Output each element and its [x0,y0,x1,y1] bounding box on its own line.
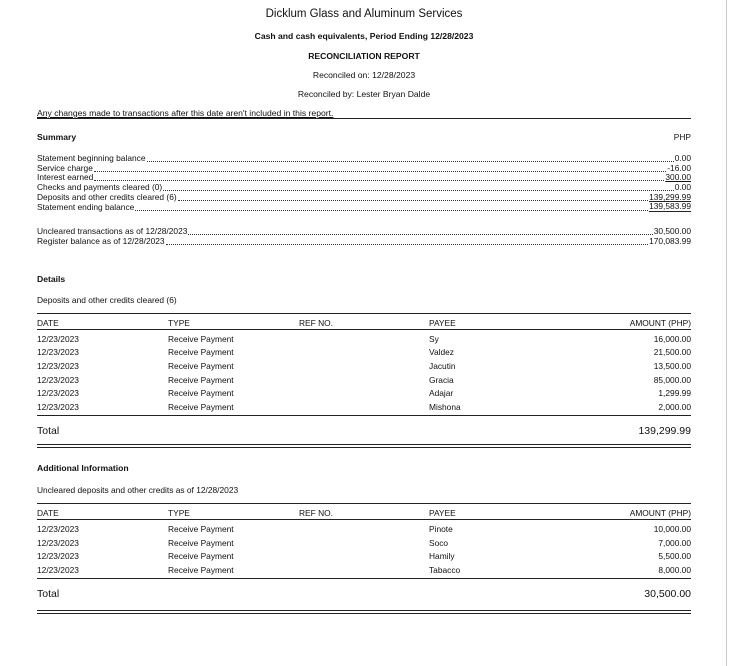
header-rule [37,118,691,119]
cell-amount: 1,299.99 [658,388,691,398]
cell-type: Receive Payment [168,375,234,385]
cell-date: 12/23/2023 [37,388,79,398]
cell-type: Receive Payment [168,524,234,534]
summary-line [37,172,691,182]
summary-line-label: Checks and payments cleared (0) [37,182,163,192]
summary-line [37,153,691,163]
cell-date: 12/23/2023 [37,565,79,575]
summary-line-value: 0.00 [674,153,691,163]
table-top-rule [37,503,691,504]
cell-amount: 21,500.00 [653,347,691,357]
cell-payee: Soco [429,538,449,548]
details-total-label: Total [37,425,60,437]
cell-payee: Jacutin [429,361,456,371]
leader-dots [94,179,664,181]
cell-type: Receive Payment [168,388,234,398]
cell-payee: Hamily [429,551,455,561]
summary-line-value: 300.00 [665,172,691,182]
cell-type: Receive Payment [168,565,234,575]
uncleared-line-value: 30,500.00 [653,226,691,236]
cell-payee: Mishona [429,402,461,412]
cell-date: 12/23/2023 [37,361,79,371]
additional-total-value: 30,500.00 [644,588,691,600]
cell-amount: 85,000.00 [653,375,691,385]
cell-amount: 2,000.00 [658,402,691,412]
uncleared-line-label: Register balance as of 12/28/2023 [37,236,165,246]
uncleared-line-label: Uncleared transactions as of 12/28/2023 [37,226,188,236]
cell-date: 12/23/2023 [37,334,79,344]
summary-line-value: -16.00 [667,163,691,173]
reconciled-by: Reconciled by: Lester Bryan Dalde [297,89,431,99]
company-name: Dicklum Glass and Aluminum Services [265,8,463,20]
col-header-amount: AMOUNT (PHP) [629,318,691,328]
details-total-value: 139,299.99 [638,425,691,437]
col-header-payee: PAYEE [429,318,456,328]
summary-heading: Summary [37,132,77,142]
page-edge [726,0,727,666]
summary-line-value: 139,299.99 [649,192,691,202]
col-header-type: TYPE [168,508,190,518]
cell-type: Receive Payment [168,538,234,548]
col-header-payee: PAYEE [429,508,456,518]
cell-payee: Pinote [429,524,453,534]
details-subheading: Deposits and other credits cleared (6) [37,295,177,305]
table-rows-rule [37,578,691,579]
cell-date: 12/23/2023 [37,375,79,385]
uncleared-line-value: 170,083.99 [649,236,691,246]
cell-date: 12/23/2023 [37,402,79,412]
total-double-rule [37,610,691,614]
col-header-ref: REF NO. [299,508,333,518]
leader-dots [135,209,648,211]
reconciled-on: Reconciled on: 12/28/2023 [312,70,416,80]
cell-date: 12/23/2023 [37,538,79,548]
table-header-rule [37,519,691,520]
cell-payee: Valdez [429,347,454,357]
col-header-ref: REF NO. [299,318,333,328]
cell-type: Receive Payment [168,402,234,412]
summary-line-label: Deposits and other credits cleared (6) [37,192,177,202]
summary-line [37,202,691,212]
cell-payee: Sy [429,334,439,344]
summary-line-value: 0.00 [674,182,691,192]
leader-dots [188,233,652,235]
summary-currency: PHP [673,132,691,142]
report-title: RECONCILIATION REPORT [308,51,420,61]
additional-heading: Additional Information [37,463,129,473]
col-header-date: DATE [37,508,59,518]
leader-dots [166,243,649,245]
uncleared-line [37,226,691,236]
cell-type: Receive Payment [168,334,234,344]
report-note: Any changes made to transactions after this date aren't included in this report. [37,108,334,118]
col-header-type: TYPE [168,318,190,328]
col-header-amount: AMOUNT (PHP) [629,508,691,518]
summary-line [37,182,691,192]
cell-amount: 5,500.00 [658,551,691,561]
additional-total-label: Total [37,588,60,600]
summary-line-label: Statement ending balance [37,202,135,212]
cell-amount: 7,000.00 [658,538,691,548]
total-double-rule [37,444,691,448]
leader-dots [147,160,674,162]
additional-subheading: Uncleared deposits and other credits as of 12/28/2023 [37,485,239,495]
uncleared-line [37,236,691,246]
cell-amount: 13,500.00 [653,361,691,371]
table-rows-rule [37,415,691,416]
summary-line-label: Interest earned [37,172,94,182]
leader-dots [163,189,673,191]
cell-date: 12/23/2023 [37,524,79,534]
cell-amount: 16,000.00 [653,334,691,344]
details-heading: Details [37,274,66,284]
leader-dots [178,199,648,201]
table-header-rule [37,329,691,330]
cell-payee: Gracia [429,375,454,385]
table-top-rule [37,313,691,314]
summary-line [37,192,691,202]
cell-date: 12/23/2023 [37,347,79,357]
cell-type: Receive Payment [168,551,234,561]
cell-amount: 8,000.00 [658,565,691,575]
cell-payee: Tabacco [429,565,461,575]
cell-type: Receive Payment [168,361,234,371]
summary-line-value: 139,583.99 [649,201,691,211]
summary-line-label: Service charge [37,163,93,173]
summary-line-label: Statement beginning balance [37,153,146,163]
report-subtitle: Cash and cash equivalents, Period Ending 12/28/2023 [254,31,474,41]
cell-payee: Adajar [429,388,454,398]
cell-date: 12/23/2023 [37,551,79,561]
cell-amount: 10,000.00 [653,524,691,534]
cell-type: Receive Payment [168,347,234,357]
col-header-date: DATE [37,318,59,328]
